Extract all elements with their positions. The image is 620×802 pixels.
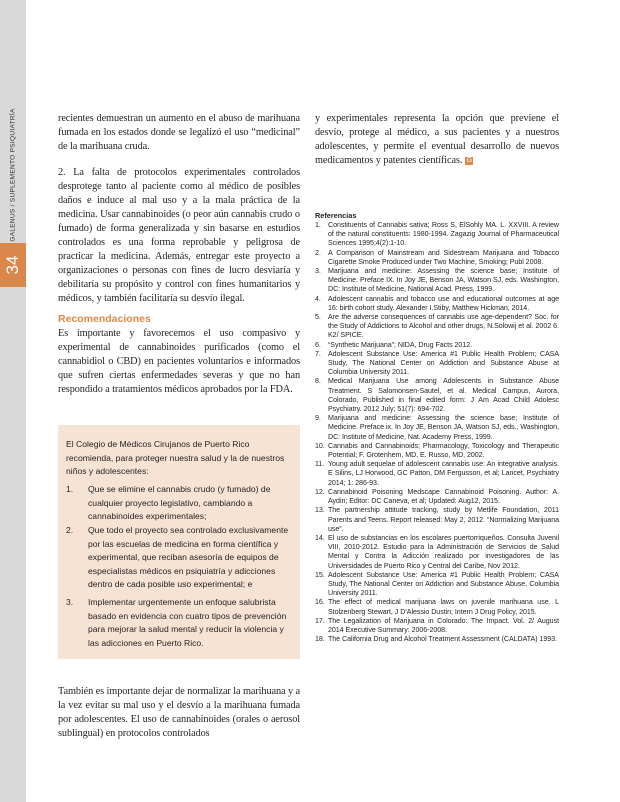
right-column-paragraph: [315, 112, 559, 168]
reference-text: Adolescent cannabis and tobacco use and educational outcomes at age 16: birth cohort study. Alexander I.Stiby, Matthew Hickman, 2014.: [328, 294, 559, 312]
reference-item: [315, 617, 559, 635]
reference-text: Are the adverse consequences of cannabis use age-dependent? Soc. for the Study of Addictions to Alcohol and other drugs, N.Solowij et al. 2002 6. K2/ SPICE.: [328, 313, 559, 340]
reference-number: 3.: [315, 267, 321, 276]
recommendations-paragraph: Es importante y favorecemos el uso compasivo y experimental de cannabinoides purificados (como el cannabidiol o CBD) en pacientes voluntarios e informados que sufren ciertas enfermedades severas y que no han respondido a tratamientos médicos aprobados por la FDA.: [58, 328, 300, 395]
reference-item: [315, 506, 559, 534]
reference-text: Young adult sequelae of adolescent cannabis use: An integrative analysis. E Silins, LJ Horwood, GC Patton, DM Fergusson, et al; Lancet, Psychiatry 2014; 1: 286-93.: [328, 460, 559, 487]
reference-number: 8.: [315, 377, 321, 386]
reference-number: 13.: [315, 506, 325, 515]
reference-number: 6.: [315, 340, 321, 349]
reference-number: 4.: [315, 294, 321, 303]
recommendations-heading: Recomendaciones: [58, 313, 151, 325]
reference-number: 10.: [315, 441, 325, 450]
section-label: [0, 110, 26, 240]
reference-item: [315, 377, 559, 414]
reference-item: [315, 221, 559, 249]
reference-number: 11.: [315, 460, 325, 469]
sidebar: [0, 0, 26, 802]
end-mark-icon: G: [466, 156, 473, 164]
reference-text: El uso de substancias en los escolares puertorriqueños. Consulta Juvenil VIII, 2010-2012. Estudio para la Administración de Servicios de Salud Mental y Contra la Adicción realizado por investigadores de las Universidades de Puerto Rico y Central del Caribe, Nov 2012.: [328, 533, 559, 570]
reference-text: Medical Marijuana Use among Adolescents in Substance Abuse Treatment. S Salomonsen-Sautel, et al. Medical Campus, Aurora, Colorado, Published in final edited form: J Am Acad Child Adolesc Psychiatry. 2012 July; 51(7): 694-702.: [328, 377, 559, 414]
reference-item: [315, 442, 559, 460]
box-item-text: Que se elimine el cannabis crudo (y fumado) de cualquier proyecto legislativo, cambiando a cannabinoides experimentales;: [88, 484, 271, 521]
box-item-number: 3.: [66, 597, 74, 607]
page-number-tab: [0, 243, 26, 287]
box-item-text: Implementar urgentemente un enfoque salubrista basado en evidencia con cuatro tipos de prevención para mejorar la salud mental y reducir la violencia y las adicciones en Puerto Rico.: [88, 597, 287, 648]
reference-item: [315, 414, 559, 442]
reference-text: The partnership attitude tracking, study by Metlife Foundation, 2011 Parents and Teens. Report released: May 2, 2012. “Normalizing Marijuana use”.: [328, 506, 559, 533]
reference-item: [315, 267, 559, 295]
intro-paragraph: recientes demuestran un aumento en el abuso de marihuana fumada en los estados donde se legalizó el uso “medicinal” de la marihuana cruda.: [58, 113, 300, 152]
page-number: 34: [3, 255, 22, 275]
reference-item: [315, 635, 559, 644]
box-intro: El Colegio de Médicos Cirujanos de Puerto Rico recomienda, para proteger nuestra salud y la de nuestros niños y adolescentes:: [66, 439, 285, 476]
reference-text: The effect of medical marijuana laws on juvenile marihuana use. L Stolzenberg Stewart, J D’Alessio Dustin; Intern J Drug Policy, 2015.: [328, 598, 559, 616]
reference-item: [315, 295, 559, 313]
reference-text: Marijuana and medicine: Assessing the science base; Institute of Medicine. Preface IX. In Joy JE, Benson JA, Watson SJ, eds. Washington, DC: Institute of Medicine, National Acad. Press, 1999.: [328, 267, 559, 294]
references-title: Referencias: [315, 211, 357, 220]
reference-text: Adolescent Substance Use: America #1 Public Health Problem; CASA Study, The National Center on Addiction and Substance Abuse, Columbia University 2011.: [328, 570, 559, 598]
reference-text: “Synthetic Marijuana”; NIDA, Drug Facts 2012.: [328, 340, 473, 349]
reference-number: 16.: [315, 598, 325, 607]
recommendation-box: [58, 425, 300, 659]
reference-item: [315, 488, 559, 506]
box-item-text: Que todo el proyecto sea controlado exclusivamente por las escuelas de medicina en forma científica y experimental, que reciban asesoría de equipos de especialistas médicos en psiquiatría y adicciones dentro de cada posible uso experimental; e: [88, 525, 289, 589]
reference-item: [315, 571, 559, 599]
section-label-text: GALENUS / SUPLEMENTO PSIQUIATRÍA: [9, 108, 17, 242]
reference-text: Constituents of Cannabis sativa; Ross S, ElSohly MA. L. XXVIII. A review of the natural constituents: 1980-1994. Zagazig Journal of Pharmaceutical Sciences 1995;4(2):1-10.: [328, 221, 559, 248]
right-column-text: y experimentales representa la opción que previene el desvío, protege al médico, a sus pacientes y a nuestros adolescentes, y permite el eventual desarrollo de nuevos medicamentos y patentes científicas.: [315, 113, 559, 166]
reference-item: [315, 313, 559, 341]
reference-number: 12.: [315, 487, 325, 496]
reference-number: 1.: [315, 221, 321, 229]
reference-text: Cannabis and Cannabinoids; Pharmacology, Toxicology and Therapeutic Potential; F. Grotenhem, MD, E. Russo, MD, 2002.: [328, 441, 559, 460]
reference-number: 17.: [315, 616, 325, 625]
reference-number: 14.: [315, 533, 325, 542]
reference-item: [315, 350, 559, 378]
reference-number: 9.: [315, 414, 321, 423]
reference-item: [315, 341, 559, 350]
point-2-paragraph: 2. La falta de protocolos experimentales controlados desprotege tanto al paciente como al médico de posibles daños e induce al mal uso y a la mala práctica de la medicina. Usar cannabinoides (o peor aún cannabis crudo o fumado) de forma generalizada y sin basarse en estudios controlados es una forma reprobable y peligrosa de practicar la medicina. Además, entregar este proyecto a organizaciones o personas con fines de lucro desviaría y debilitaría su propósito y control con fines humanitarios y médicos, y también facilitaría su desvío ilegal.: [58, 167, 300, 304]
reference-text: Adolescent Substance Use: America #1 Public Health Problem; CASA Study, The National Center on Addiction and Substance Abuse at Columbia University 2011.: [328, 349, 559, 377]
reference-item: [315, 598, 559, 616]
reference-number: 5.: [315, 313, 321, 322]
references: [315, 211, 559, 644]
reference-number: 18.: [315, 635, 325, 644]
reference-number: 7.: [315, 349, 321, 358]
reference-item: [315, 460, 559, 488]
reference-item: [315, 534, 559, 571]
reference-text: Marijuana and medicine: Assessing the science base; Institute of Medicine. Preface ix. In Joy JE, Benson JA, Watson SJ, eds., Washington, DC: Institute of Medicine, Nat. Academy Press, 1999.: [328, 414, 559, 441]
reference-text: The Legalization of Marijuana in Colorado: The Impact. Vol. 2/ August 2014 Executive Summary: 2006-2008.: [328, 616, 559, 634]
reference-number: 2.: [315, 248, 321, 257]
references-list: [315, 221, 559, 644]
reference-number: 15.: [315, 570, 325, 579]
reference-item: [315, 249, 559, 267]
reference-text: The California Drug and Alcohol Treatment Assessment (CALDATA) 1993.: [328, 635, 557, 644]
reference-text: A Comparison of Mainstream and Sidestream Marijuana and Tobacco Cigarette Smoke Produced under Two Machine, Smoking; Publ 2008.: [328, 248, 559, 266]
final-paragraph: También es importante dejar de normalizar la marihuana y a la vez evitar su mal uso y el desvío a la marihuana fumada por adolescentes. El uso de cannabinoides (orales o aerosol sublingual) en protocolos controlados: [58, 686, 300, 739]
box-item-number: 1.: [66, 484, 74, 494]
reference-text: Cannabinoid Poisoning Medscape Cannabinoid Poisoning. Author: A. Aydin; Editor: DC Caneva, et al; Updated: Aug12, 2015.: [328, 487, 559, 506]
box-item-number: 2.: [66, 525, 74, 535]
